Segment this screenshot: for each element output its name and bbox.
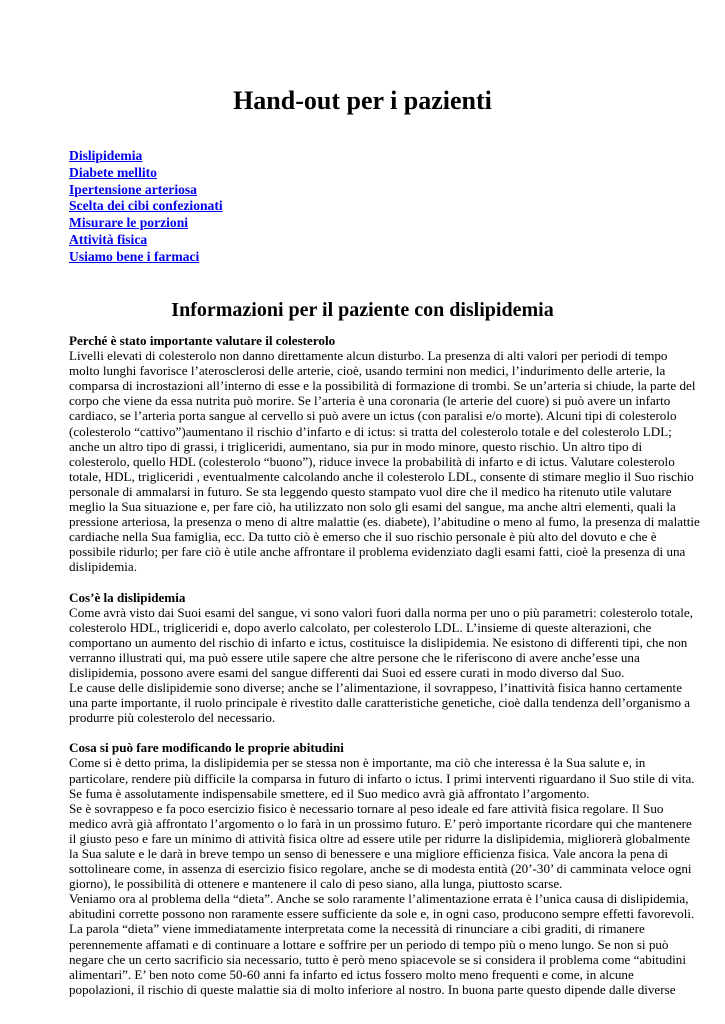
paragraph-line: cardiaco, se l’arteria porta sangue al cervello si può avere un ictus (con paralisi e/o morte). Alcuni tipi di colesterolo (69, 408, 677, 424)
paragraph-line: molto lunghi favorisce l’aterosclerosi delle arterie, cioè, usando termini non medici, l’indurimento delle arterie, la (69, 363, 666, 379)
toc-link[interactable]: Misurare le porzioni (69, 215, 189, 231)
table-of-contents (69, 148, 223, 266)
paragraph-line: (colesterolo “cattivo”)aumentano il rischio d’infarto e di ictus: si tratta del colesterolo totale e del colesterolo LDL; (69, 423, 672, 439)
paragraph-line: Livelli elevati di colesterolo non danno direttamente alcun disturbo. La presenza di alti valori per periodi di tempo (69, 348, 668, 364)
toc-item (69, 249, 223, 266)
toc-item (69, 198, 223, 215)
paragraph-line: Veniamo ora al problema della “dieta”. Anche se solo raramente l’alimentazione errata è l’unica causa di dislipidemia, (69, 891, 689, 907)
paragraph-line: alimentari”. E’ ben noto come 50-60 anni fa infarto ed ictus fossero molto meno frequenti e come, in alcune (69, 966, 634, 982)
paragraph-line: dislipidemia. (69, 559, 138, 575)
section-heading: Cos’è la dislipidemia (69, 589, 186, 605)
paragraph-line: una parte importante, il ruolo principale è rivestito dalle caratteristiche genetiche, cioè dalla tendenza dell’organismo a (69, 695, 691, 711)
text-section (69, 740, 695, 997)
section-heading: Perché è stato importante valutare il colesterolo (69, 333, 336, 348)
paragraph-line: cardiache nella Sua famiglia, ecc. Da tutto ciò è emerso che il suo rischio personale è più alto del dovuto e che è (69, 529, 657, 545)
paragraph-line: il giusto peso e fare un minimo di attività fisica oltre ad essere utile per ridurre la dislipidemia, migliorerà globalmente (69, 830, 691, 846)
toc-item (69, 148, 223, 165)
paragraph-line: Come si è detto prima, la dislipidemia per se stessa non è importante, ma ciò che interessa è la Sua salute e, in (69, 755, 646, 771)
paragraph-line: perennemente affamati e di continuare a lottare e soffrire per un periodo di tempo più o meno lungo. Se non si può (69, 936, 669, 952)
paragraph-line: possibile ridurlo; per fare ciò è utile anche affrontare il problema evidenziato dagli esami fatti, cioè la presenza di una (69, 544, 686, 560)
toc-link[interactable]: Dislipidemia (69, 148, 143, 163)
section-title: Informazioni per il paziente con dislipidemia (171, 299, 554, 321)
paragraph-line: anche un altro tipo di grassi, i trigliceridi, aumentano, sia pur in modo minore, questo rischio. Un altro tipo di (69, 438, 643, 454)
toc-item (69, 182, 223, 199)
paragraph-line: pressione arteriosa, la presenza o meno di altre malattie (es. diabete), l’abitudine o meno al fumo, la presenza di malattie (69, 514, 700, 530)
paragraph-line: comparsa di incrostazioni all’interno di esse e la possibilità di formazione di trombi. Se un’arteria si chiude, la parte del (69, 378, 696, 394)
text-section (69, 333, 700, 575)
document-title: Hand-out per i pazienti (233, 86, 492, 115)
toc-item (69, 165, 223, 182)
toc-link[interactable]: Ipertensione arteriosa (69, 181, 197, 197)
toc-item (69, 215, 223, 232)
paragraph-line: dislipidemia, possono avere esami del sangue differenti dai Suoi ed essere curati in modo diverso dal Suo. (69, 664, 625, 680)
paragraph-line: totale, HDL, trigliceridi , eventualmente calcolando anche il colesterolo LDL, consente di stimare meglio il Suo rischio (69, 468, 694, 484)
toc-link[interactable]: Usiamo bene i farmaci (69, 248, 200, 264)
paragraph-line: medico avrà già affrontato l’argomento o lo farà in un prossimo futuro. E’ però importante ricordare qui che mantenere (69, 815, 692, 831)
paragraph-line: negare che un certo sacrificio sia necessario, tutto è però meno spiacevole se si considera il problema come “abitudini (69, 951, 686, 967)
paragraph-line: popolazioni, il rischio di queste malattie sia di molto inferiore al nostro. In buona parte questo dipende dalle diverse (69, 981, 676, 997)
text-section (69, 589, 693, 726)
paragraph-line: produrre più colesterolo del necessario. (69, 710, 276, 726)
paragraph-line: giorno), le possibilità di ottenere e mantenere il calo di peso siano, alla lunga, piuttosto scarse. (69, 876, 563, 892)
paragraph-line: Se è sovrappeso e fa poco esercizio fisico è necessario tornare al peso ideale ed fare attività fisica regolare. Il Suo (69, 800, 664, 816)
paragraph-line: personale di ammalarsi in futuro. Se sta leggendo questo stampato vuol dire che il medico ha ritenuto utile valutare (69, 483, 672, 499)
toc-link[interactable]: Attività fisica (69, 231, 148, 247)
paragraph-line: Se fuma è assolutamente indispensabile smettere, ed il Suo medico avrà già affrontato l’argomento. (69, 785, 590, 801)
section-heading: Cosa si può fare modificando le proprie abitudini (69, 740, 344, 756)
paragraph-line: La parola “dieta” viene immediatamente interpretata come la necessità di rinunciare a cibi graditi, di rimanere (69, 921, 645, 937)
toc-link[interactable]: Diabete mellito (69, 164, 157, 180)
paragraph-line: colesterolo, quello HDL (colesterolo “buono”), riduce invece la probabilità di infarto e di ictus. Valutare colesterolo (69, 453, 675, 469)
paragraph-line: colesterolo HDL, trigliceridi e, dopo averlo calcolato, per colesterolo LDL. L’insieme di queste alterazioni, che (69, 619, 652, 635)
paragraph-line: Le cause delle dislipidemie sono diverse; anche se l’alimentazione, il sovrappeso, l’inattività fisica hanno certamente (69, 680, 683, 696)
paragraph-line: corpo che viene da essa nutrita può morire. Se l’arteria è una coronaria (le arterie del cuore) si può avere un infarto (69, 393, 671, 409)
section-content (69, 333, 700, 1012)
paragraph-line: Come avrà visto dai Suoi esami del sangue, vi sono valori fuori dalla norma per uno o più parametri: colesterolo totale, (69, 604, 693, 620)
paragraph-line: la Sua salute e le darà in breve tempo un senso di benessere e una migliore efficienza fisica. Vale ancora la pena di (69, 846, 669, 861)
toc-item (69, 232, 223, 249)
paragraph-line: verranno illustrati qui, ma può essere utile sapere che altre persone che le riferiscono di avere anche’esse una (69, 649, 640, 665)
toc-link[interactable]: Scelta dei cibi confezionati (69, 198, 223, 214)
paragraph-line: abitudini corrette possono non raramente essere sufficiente da sole e, in ogni caso, producono sempre effetti favorevoli. (69, 906, 695, 922)
paragraph-line: comportano un aumento del rischio di infarto e ictus, costituisce la dislipidemia. Ne esistono di differenti tipi, che non (69, 634, 688, 650)
paragraph-line: meglio la Sua situazione e, per fare ciò, ha utilizzato non solo gli esami del sangue, ma anche altri elementi, quali la (69, 499, 676, 515)
paragraph-line: particolare, rendere più difficile la comparsa in futuro di infarto o ictus. I primi interventi riguardano il Suo stile di vita. (69, 770, 695, 786)
paragraph-line: sottolineare come, in assenza di esercizio fisico regolare, anche se di modesta entità (20’-30’ di camminata veloce ogni (69, 861, 692, 877)
